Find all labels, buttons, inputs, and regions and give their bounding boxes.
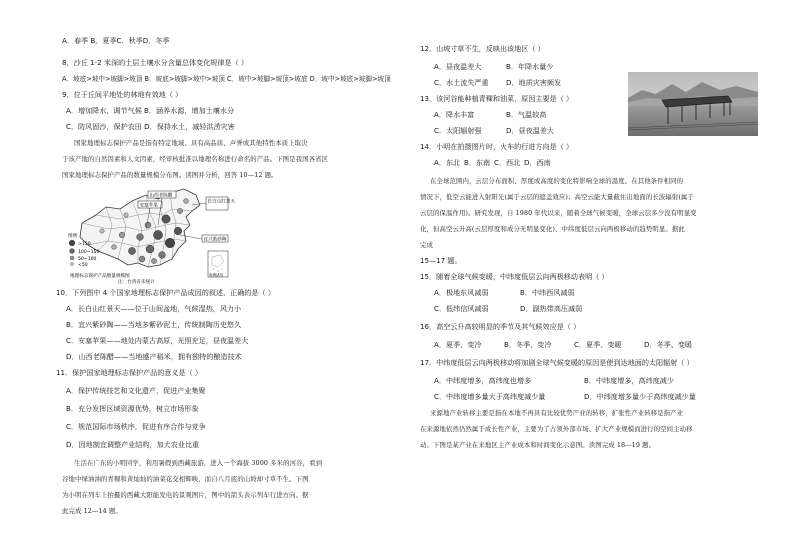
q16-option-b: B．冬季、变冷 [504, 340, 552, 349]
label-changbai: 长白山红景天 [207, 199, 236, 205]
passage-industry-1: 来源地产业转移主要是指在本地不再具有比较优势产业的转移，扩张性产业转移是指产业 [430, 409, 684, 417]
passage-tibet-1: 生活在广东的小明同学，利用暑假到西藏旅游，进入一个海拔 3000 多米的河谷，看到 [74, 459, 323, 467]
q14-option-b: B．东南 [464, 158, 491, 167]
passage-clouds-3: 云层的保温作用)。研究发现，自 1980 年代以来，随着全球气候变暖，全球云层多少没有明显变 [420, 209, 697, 217]
q14-stem: 14．小明在拍摄图片时，火车的行进方向是（ ） [420, 142, 574, 151]
q16-option-c: C．夏季、变暖 [574, 340, 622, 349]
q17-option-b: B．中纬度增多，高纬度减少 [584, 376, 674, 385]
q11-option-b: B．充分发挥区域资源优势，树立市场形象 [66, 404, 199, 413]
q15-stem: 15．随着全球气候变暖，中纬度低层云向两极移动表明（ ） [420, 272, 609, 281]
passage-industry-2: 在来源地依然仍然属于成长性产业，主要为了占领外部市场、扩大产业规模而进行的空间主动移 [420, 425, 693, 433]
tibet-solar-photo [628, 72, 758, 136]
q12-option-b: B．年降水量少 [506, 62, 554, 71]
q16-option-d: D．冬季、变暖 [644, 340, 693, 349]
q12-option-a: A．昼夜温差大 [434, 62, 482, 71]
q14-option-c: C．西北 [494, 158, 521, 167]
passage-tibet-2: 谷地中绿油油的青稞和黄灿灿的油菜花交相辉映，而自八月底的山坡却寸草不生。下图 [62, 475, 309, 483]
q17-option-d: D．中纬度增多量少于高纬度减少量 [584, 392, 696, 401]
q15-option-a: A．极地东风减弱 [434, 288, 489, 297]
passage-tibet-3: 为小明在列车上拍摄的西藏大阳能发电的景观图片，图中的箭头表示列车行进方向。据 [62, 491, 309, 499]
q15-option-c: C．低纬信风减弱 [434, 304, 489, 313]
q17-stem: 17．中纬度低层云向两极移动将加剧全球气候变暖的原因是使到达地面的太阳辐射（ ） [420, 358, 694, 367]
passage-tibet-4: 此完成 12—14 题。 [62, 507, 122, 515]
legend-item-3: 50~100 [78, 257, 97, 262]
passage-geo-2: 于该产地的自然因素和人文因素，经审核批准以地理名称进行命名的产品。下图是我国各省区 [62, 155, 329, 163]
q15-option-b: B．中纬西风减弱 [520, 288, 575, 297]
q13-option-c: C．太阳辐射强 [434, 126, 482, 135]
q14-option-d: D．西南 [524, 158, 551, 167]
china-outline [80, 189, 200, 267]
q14-option-a: A．东北 [434, 158, 461, 167]
q12-option-d: D．地质灾害频发 [506, 78, 562, 87]
q11-option-c: C．规范国际市场秩序，促进有序合作与竞争 [66, 422, 206, 431]
legend-item-1: >150 [78, 242, 91, 247]
q17-option-c: C．中纬度增多量大于高纬度减少量 [434, 392, 546, 401]
q13-stem: 13．该河谷能种植青稞和油菜，原因主要是（ ） [420, 94, 574, 103]
q11-option-d: D．因地制宜调整产业结构，加大农业比重 [66, 440, 200, 449]
q7-options: A．春季 B．夏季C．秋季D．冬季 [62, 36, 170, 45]
label-shanxi: 山西老陈醋 [149, 193, 173, 199]
q8-stem: 8．沙丘 1-2 米深的土层土壤水分含量总体变化规律是（ ） [62, 58, 249, 67]
passage-clouds-2: 情况下，低空云能进入射阳光(属于云层的遮盖效应)；高空云能大量截住出地面的长波辐射(属于 [420, 193, 694, 201]
passage-clouds-4: 化，但高空云升高(云层厚度和成分无明显变化)、中纬度低层云向两极移动的趋势明显。据此 [420, 225, 685, 233]
q17-option-a: A．中纬度增多，高纬度也增多 [434, 376, 532, 385]
q12-option-c: C．水土流失严重 [434, 78, 489, 87]
q13-option-b: B．气温较高 [506, 110, 547, 119]
q12-stem: 12．山坡寸草不生，反映出该地区（ ） [420, 44, 545, 53]
inset-label: 南海诸岛 [209, 273, 224, 277]
passage-geo-3: 国家地理标志保护产品的数量规模分布图。读图并分析，回答 10—12 题。 [62, 171, 278, 179]
q10-option-c: C．安塞苹果——地处内蒙古高原，光照充足，昼夜温差大 [66, 336, 249, 345]
q16-option-a: A．夏季、变冷 [434, 340, 482, 349]
q9-options-2: C．防风固沙，保护农田 D．保持水土，减轻洪涝灾害 [66, 122, 235, 131]
map-note: 注：台湾省未统计 [118, 280, 155, 285]
q16-stem: 16．高空云升高较明显的季节及其气候效应是（ ） [420, 322, 581, 331]
passage-industry-3: 动。下图是某产业在来地区主产业成本和时间变化示意图。读图完成 18—19 题。 [420, 441, 656, 449]
q13-option-a: A．降水丰富 [434, 110, 475, 119]
legend-item-4: <50 [78, 263, 88, 268]
q9-options-1: A．增加降水，调节气候 B．涵养水源，增加土壤水分 [66, 106, 235, 115]
passage-clouds-5: 完成 [420, 241, 433, 249]
passage-clouds-1: 在全球范围内，云层分布面积、厚度或高度的变化特影响全球的温度。在其他条件相同的 [430, 177, 684, 185]
q11-stem: 11．保护国家地理标志保护产品的意义是（ ） [56, 368, 203, 377]
legend-item-2: 100~150 [78, 250, 100, 255]
q10-option-a: A．长白山红景天——位于山间盆地，气候湿热，风力小 [66, 304, 242, 313]
q10-stem: 10．下列图中 4 个国家地理标志保护产品成因的叙述，正确的是（ ） [56, 288, 275, 297]
label-yixing: 宜兴紫砂陶 [203, 237, 227, 243]
q10-option-d: D．山西老陈醋——当地盛产稻米，拥有独特的酿造技术 [66, 352, 242, 361]
q9-stem: 9．位于丘间平地处的林地有效地（ ） [62, 90, 183, 99]
q8-options: A．坡底>坡中>坡脚>坡顶 B．坡底>坡脚>坡中>坡顶 C．坡中>坡脚>坡顶>坡底 D．坡中>坡底>坡脚>坡顶 [62, 75, 391, 83]
legend-title: 图例 [68, 234, 78, 239]
china-gi-products-map [62, 185, 242, 285]
map-caption: 地理标志保护产品数量规模图 [70, 274, 130, 279]
passage-geo-1: 国家地理标志保护产品是指有特定地域、具有高品质、声誉或其他特性本质上取决 [74, 139, 308, 147]
q11-option-a: A．保护传统技艺和文化遗产，促进产业集聚 [66, 386, 206, 395]
q15-option-d: D．副热带高压减弱 [520, 304, 583, 313]
passage-clouds-6: 15—17 题。 [420, 256, 462, 265]
q10-option-b: B．宜兴紫砂陶——当地多紫砂泥土，传统制陶历史悠久 [66, 320, 242, 329]
q13-option-d: D．昼夜温差大 [506, 126, 555, 135]
label-ansai: 安塞苹果 [139, 203, 158, 209]
